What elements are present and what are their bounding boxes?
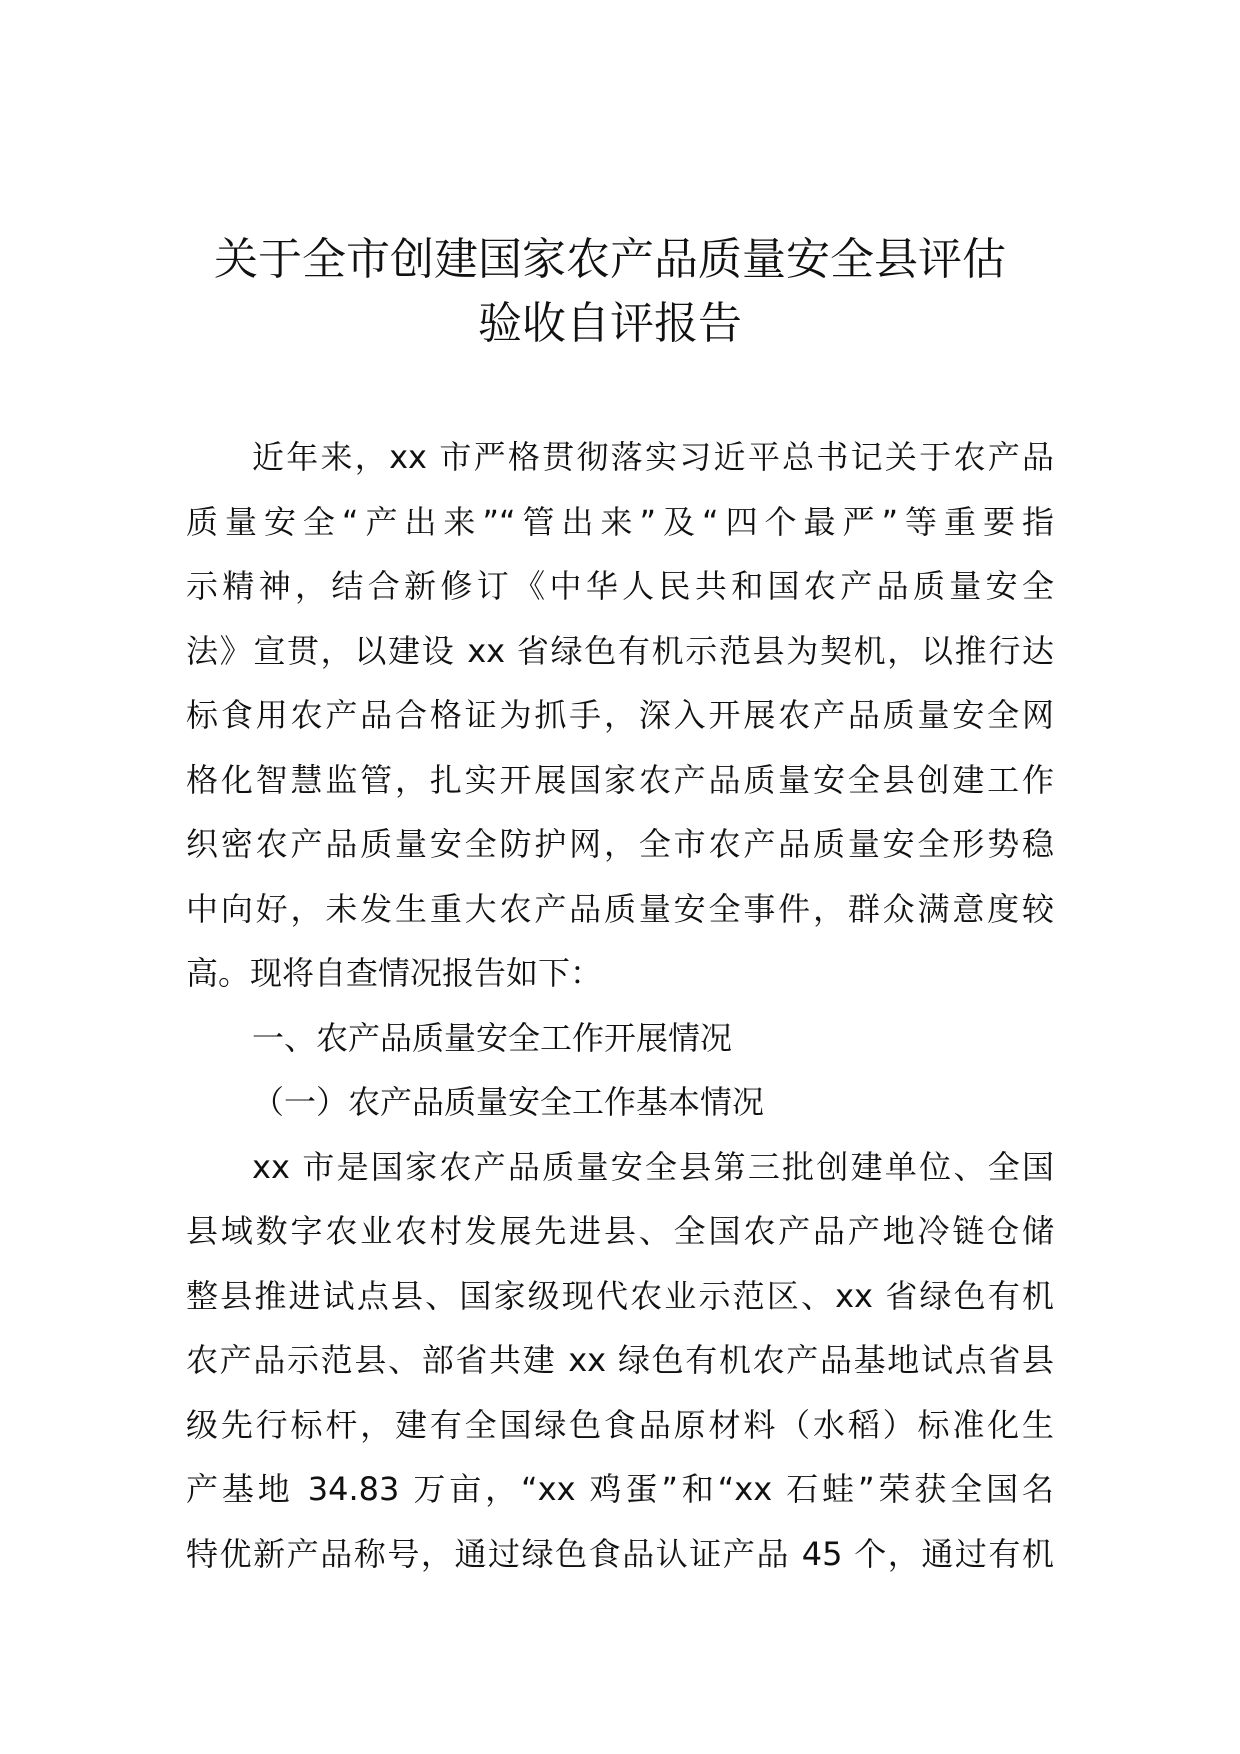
- paragraph-1-line-8: 中向好，未发生重大农产品质量安全事件，群众满意度较: [186, 889, 1054, 928]
- paragraph-1-line-1: 近年来，xx 市严格贯彻落实习近平总书记关于农产品: [252, 438, 1054, 476]
- title-line-1: 关于全市创建国家农产品质量安全县评估: [214, 234, 1006, 285]
- paragraph-2-line-1: xx 市是国家农产品质量安全县第三批创建单位、全国: [252, 1147, 1054, 1186]
- paragraph-1-line-9: 高。现将自查情况报告如下：: [186, 954, 603, 992]
- paragraph-1-line-4: 法》宣贯，以建设 xx 省绿色有机示范县为契机，以推行达: [186, 631, 1054, 670]
- paragraph-1-line-5: 标食用农产品合格证为抓手，深入开展农产品质量安全网: [186, 696, 1054, 734]
- document-title: [160, 228, 1060, 356]
- paragraph-2-line-5: 级先行标杆，建有全国绿色食品原材料（水稻）标准化生: [186, 1405, 1054, 1444]
- paragraph-2-line-7: 特优新产品称号，通过绿色食品认证产品 45 个，通过有机: [186, 1534, 1054, 1573]
- section-heading-1: 一、农产品质量安全工作开展情况: [252, 1018, 733, 1057]
- subsection-heading-1: （一）农产品质量安全工作基本情况: [252, 1083, 765, 1121]
- paragraph-2-line-2: 县域数字农业农村发展先进县、全国农产品产地冷链仓储: [186, 1212, 1054, 1250]
- paragraph-1-line-2: 质量安全“产出来”“管出来”及“四个最严”等重要指: [186, 502, 1054, 541]
- paragraph-1-line-7: 织密农产品质量安全防护网，全市农产品质量安全形势稳: [186, 825, 1054, 863]
- paragraph-2-line-4: 农产品示范县、部省共建 xx 绿色有机农产品基地试点省县: [186, 1341, 1054, 1379]
- paragraph-1-line-3: 示精神，结合新修订《中华人民共和国农产品质量安全: [186, 567, 1054, 605]
- paragraph-1-line-6: 格化智慧监管，扎实开展国家农产品质量安全县创建工作: [186, 760, 1054, 799]
- paragraph-2-line-3: 整县推进试点县、国家级现代农业示范区、xx 省绿色有机: [186, 1276, 1054, 1315]
- paragraph-2-line-6: 产基地 34.83 万亩，“xx 鸡蛋”和“xx 石蛙”荣获全国名: [186, 1470, 1054, 1508]
- document-body: [186, 425, 1054, 1586]
- title-line-2: 验收自评报告: [478, 298, 742, 349]
